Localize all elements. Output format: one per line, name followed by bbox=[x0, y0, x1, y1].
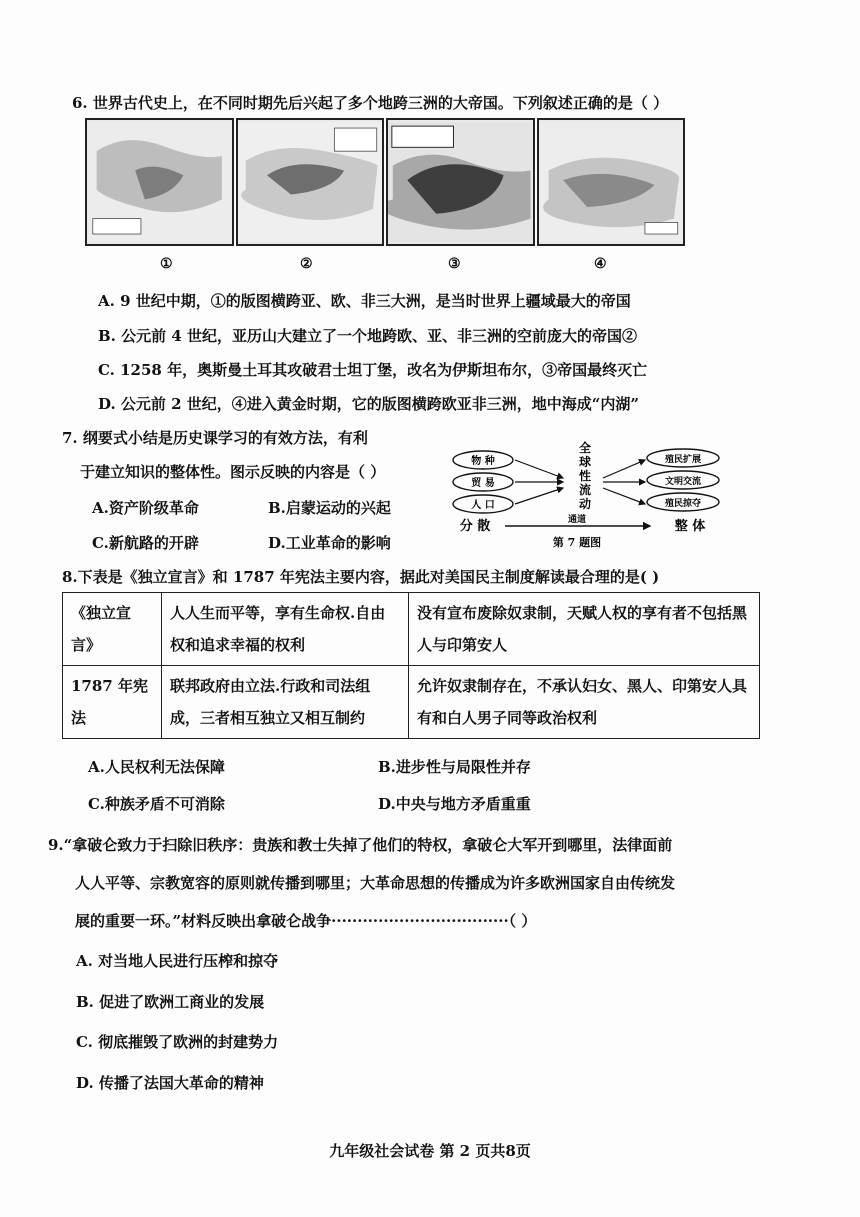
q9-option-d: D. 传播了法国大革命的精神 bbox=[76, 1074, 264, 1092]
diag-center-3: 性 bbox=[578, 469, 592, 483]
q6-maps bbox=[85, 118, 685, 244]
diag-right-item-3: 殖民掠夺 bbox=[664, 499, 702, 509]
q9-option-b: B. 促进了欧洲工商业的发展 bbox=[76, 993, 265, 1011]
map-label-3: ③ bbox=[448, 256, 461, 272]
q8-option-b: B.进步性与局限性并存 bbox=[378, 758, 531, 776]
table-cell-content: 联邦政府由立法.行政和司法组成，三者相互独立又相互制约 bbox=[162, 666, 409, 739]
map-2-image bbox=[236, 118, 385, 246]
diag-center-4: 流 bbox=[578, 483, 592, 497]
q9-option-c: C. 彻底摧毁了欧洲的封建势力 bbox=[76, 1033, 279, 1051]
q9-option-a: A. 对当地人民进行压榨和掠夺 bbox=[76, 952, 279, 970]
q7-option-b: B.启蒙运动的兴起 bbox=[268, 499, 391, 517]
q6-option-b: B. 公元前 4 世纪，亚历山大建立了一个地跨欧、亚、非三洲的空前庞大的帝国② bbox=[98, 327, 638, 345]
diag-left-item-1: 物 种 bbox=[471, 456, 495, 467]
q7-option-c: C.新航路的开辟 bbox=[92, 534, 199, 552]
q8-option-a: A.人民权利无法保障 bbox=[88, 758, 225, 776]
q6-option-d: D. 公元前 2 世纪，④进入黄金时期，它的版图横跨欧亚非三洲，地中海成“内湖” bbox=[98, 395, 640, 413]
table-cell-content: 人人生而平等，享有生命权.自由权和追求幸福的权利 bbox=[162, 593, 409, 666]
q7-stem-line2: 于建立知识的整体性。图示反映的内容是（ ） bbox=[80, 463, 386, 481]
table-row bbox=[63, 593, 760, 666]
q8-option-c: C.种族矛盾不可消除 bbox=[88, 795, 225, 813]
table-cell-name: 1787 年宪法 bbox=[63, 666, 162, 739]
q7-diagram bbox=[445, 440, 735, 550]
map-1-image bbox=[85, 118, 234, 246]
table-cell-note: 允许奴隶制存在，不承认妇女、黑人、印第安人具有和白人男子同等政治权利 bbox=[409, 666, 760, 739]
diag-caption: 第 7 题图 bbox=[552, 536, 602, 549]
q8-table bbox=[62, 592, 760, 739]
map-label-2: ② bbox=[300, 256, 313, 272]
table-cell-name: 《独立宣言》 bbox=[63, 593, 162, 666]
diag-center-5: 动 bbox=[578, 497, 592, 511]
diag-center-2: 球 bbox=[578, 455, 592, 469]
table-cell-note: 没有宣布废除奴隶制，天赋人权的享有者不包括黑人与印第安人 bbox=[409, 593, 760, 666]
diag-left-caption: 分 散 bbox=[459, 519, 491, 534]
q6-option-c: C. 1258 年，奥斯曼土耳其攻破君士坦丁堡，改名为伊斯坦布尔，③帝国最终灭亡 bbox=[98, 361, 648, 379]
q9-line2: 人人平等、宗教宽容的原则就传播到哪里；大革命思想的传播成为许多欧洲国家自由传统发 bbox=[75, 874, 676, 892]
diag-right-item-1: 殖民扩展 bbox=[664, 455, 702, 465]
diag-left-item-3: 人 口 bbox=[471, 500, 495, 511]
q8-stem: 8.下表是《独立宣言》和 1787 年宪法主要内容，据此对美国民主制度解读最合理的是( ) bbox=[62, 568, 660, 586]
q8-option-d: D.中央与地方矛盾重重 bbox=[378, 795, 531, 813]
map-4-image bbox=[537, 118, 686, 246]
diag-right-item-2: 文明交流 bbox=[664, 477, 702, 487]
diag-center-1: 全 bbox=[578, 441, 592, 455]
q6-stem: 6. 世界古代史上，在不同时期先后兴起了多个地跨三洲的大帝国。下列叙述正确的是（ ） bbox=[72, 94, 669, 112]
diag-arrow-label: 通道 bbox=[567, 515, 587, 525]
q9-line3: 展的重要一环。”材料反映出拿破仑战争··································（ ） bbox=[75, 912, 537, 930]
map-3-image bbox=[386, 118, 535, 246]
map-label-4: ④ bbox=[594, 256, 607, 272]
diag-left-item-2: 贸 易 bbox=[471, 478, 495, 489]
q7-option-d: D.工业革命的影响 bbox=[268, 534, 391, 552]
q7-option-a: A.资产阶级革命 bbox=[92, 499, 199, 517]
page-footer: 九年级社会试卷 第 2 页共8页 bbox=[329, 1142, 531, 1160]
q6-option-a: A. 9 世纪中期，①的版图横跨亚、欧、非三大洲，是当时世界上疆域最大的帝国 bbox=[98, 292, 631, 310]
table-row bbox=[63, 666, 760, 739]
q9-line1: 9.“拿破仑致力于扫除旧秩序：贵族和教士失掉了他们的特权，拿破仑大军开到哪里，法律面前 bbox=[48, 836, 673, 854]
diag-right-caption: 整 体 bbox=[674, 519, 706, 534]
q7-stem-line1: 7. 纲要式小结是历史课学习的有效方法，有利 bbox=[62, 429, 368, 447]
map-label-1: ① bbox=[160, 256, 173, 272]
